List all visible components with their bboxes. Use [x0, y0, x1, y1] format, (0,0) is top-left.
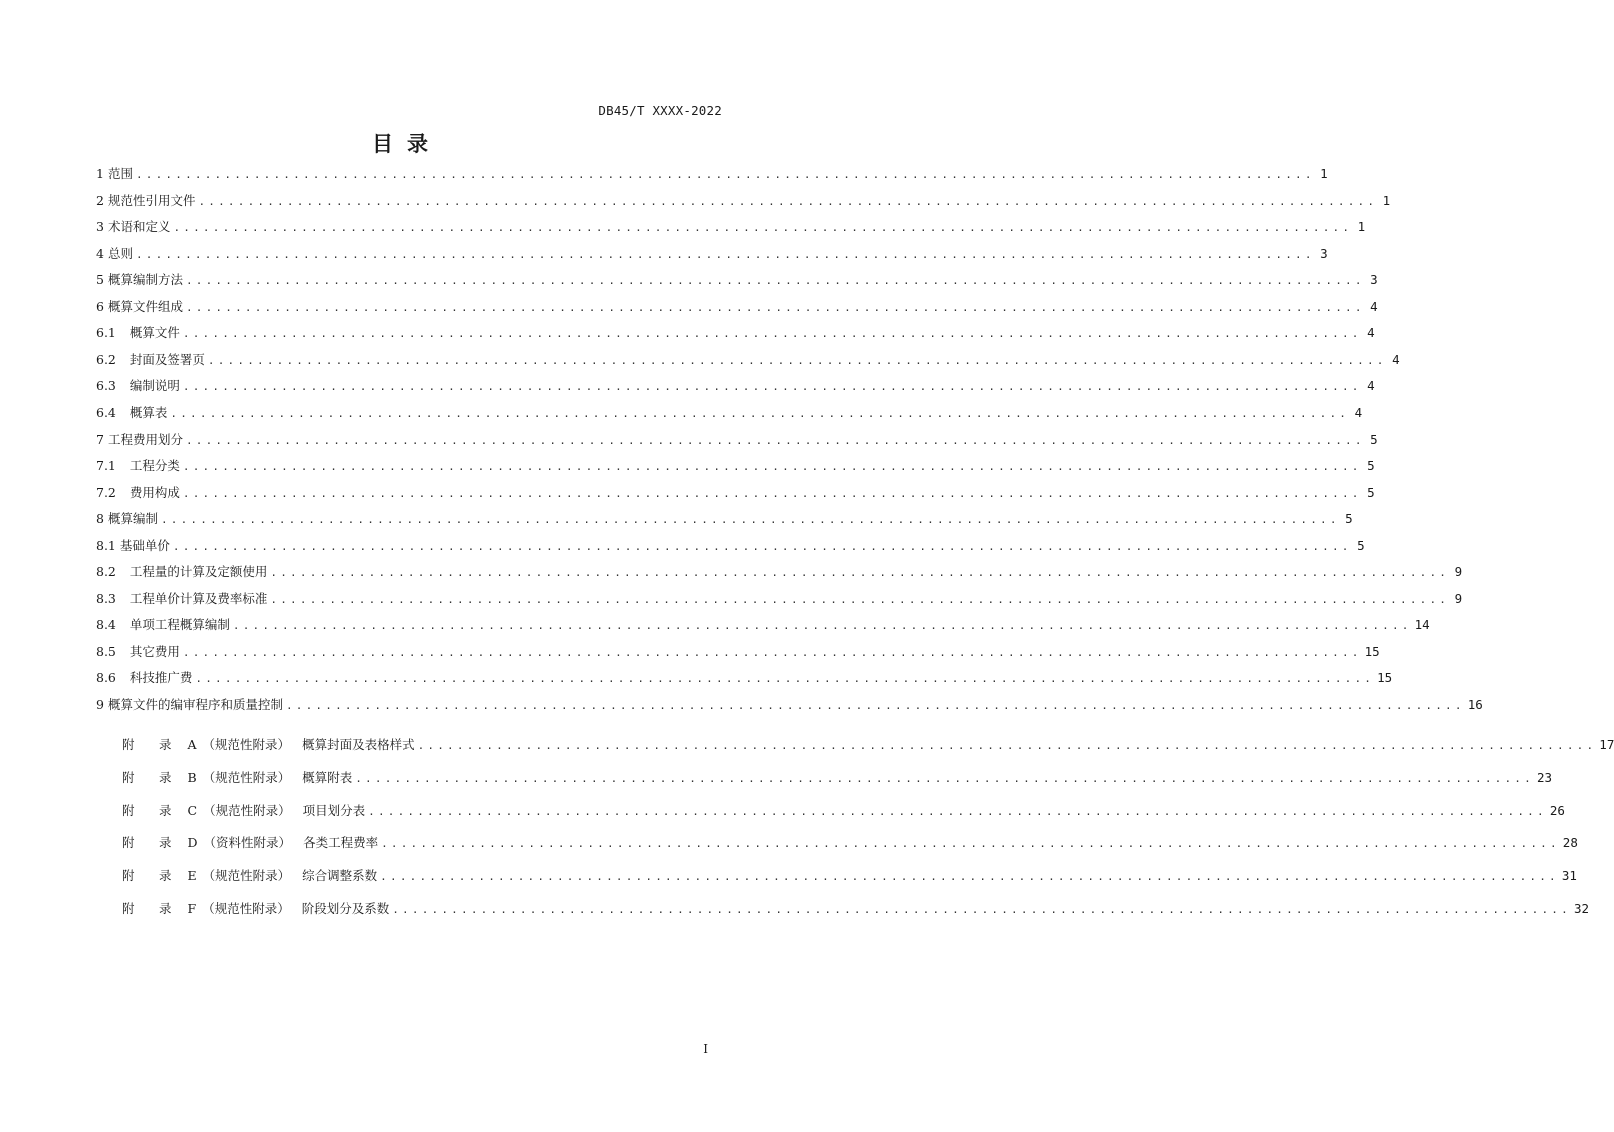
appendix-letter: F [187, 901, 197, 916]
page-ref: 5 [1367, 484, 1375, 500]
section-number: 8.3 [96, 590, 116, 606]
toc-entry[interactable] [96, 615, 1430, 635]
page-ref: 4 [1367, 325, 1375, 341]
toc-entry-label [96, 536, 170, 554]
dot-leader: ........................................................................................................................ [355, 771, 1534, 785]
section-number: 2 [96, 192, 104, 208]
dot-leader: ........................................................................................................................ [285, 699, 1465, 712]
page-ref: 1 [1357, 219, 1366, 235]
toc-entry-label [96, 589, 267, 607]
toc-entry-label [96, 615, 230, 633]
appendix-title: 阶段划分及系数 [301, 901, 390, 916]
section-number: 4 [96, 245, 104, 261]
toc-entry-label [96, 456, 180, 474]
toc-entry-label [96, 323, 180, 341]
dot-leader: ........................................................................................................................ [135, 168, 1315, 181]
dot-leader: ........................................................................................................................ [195, 672, 1375, 686]
toc-entry[interactable] [96, 562, 1463, 582]
appendix-label [122, 833, 378, 851]
page-ref: 9 [1454, 590, 1463, 606]
page-title: 目录 [372, 132, 442, 156]
toc-entry[interactable] [96, 642, 1380, 662]
appendix-prefix: 附 录 [122, 868, 178, 884]
page-ref: 31 [1561, 868, 1577, 884]
toc-entry[interactable] [96, 244, 1328, 264]
section-number: 6.1 [96, 325, 116, 341]
appendix-label [122, 866, 377, 884]
section-number: 6.3 [96, 378, 116, 394]
page-ref: 3 [1320, 245, 1328, 261]
toc-entry-label [96, 270, 183, 288]
appendix-prefix: 附 录 [122, 835, 178, 851]
dot-leader: ........................................................................................................................ [173, 221, 1353, 235]
appendix-type: （规范性附录） [202, 769, 291, 785]
section-title: 费用构成 [129, 484, 180, 500]
toc-entry[interactable] [96, 483, 1375, 503]
section-number: 6 [96, 298, 104, 314]
appendix-type: （规范性附录） [202, 901, 290, 916]
section-title: 其它费用 [129, 643, 180, 659]
appendix-type: （资料性附录） [203, 835, 292, 851]
page-ref: 4 [1370, 298, 1378, 314]
page-ref: 15 [1364, 643, 1380, 659]
toc-entry-label [96, 668, 192, 686]
dot-leader: ........................................................................................................................ [185, 433, 1365, 447]
toc-entry-label [96, 297, 183, 315]
section-number: 6.2 [96, 351, 116, 367]
page-ref: 5 [1370, 431, 1378, 447]
dot-leader: ........................................................................................................................ [270, 566, 1450, 580]
section-number: 8.6 [96, 670, 116, 686]
appendix-entry[interactable] [122, 833, 1578, 853]
page-ref: 4 [1354, 404, 1363, 420]
section-title: 范围 [107, 166, 133, 181]
page-ref: 16 [1467, 697, 1483, 712]
appendix-prefix: 附 录 [122, 901, 178, 916]
toc-entry[interactable] [96, 323, 1375, 343]
appendix-letter: D [187, 835, 198, 851]
dot-leader: ........................................................................................................................ [185, 300, 1365, 314]
toc-entry-label [96, 695, 283, 713]
section-number: 7.2 [96, 484, 116, 500]
appendix-prefix: 附 录 [122, 737, 178, 752]
dot-leader: ........................................................................................................................ [182, 327, 1362, 341]
page-ref: 5 [1357, 537, 1365, 553]
appendix-title: 概算附表 [302, 769, 353, 785]
toc-entry[interactable] [96, 589, 1463, 609]
dot-leader: ........................................................................................................................ [198, 194, 1378, 208]
page-ref: 28 [1562, 835, 1578, 851]
section-number: 1 [96, 166, 104, 181]
page-ref: 1 [1382, 192, 1391, 208]
page-ref: 23 [1536, 769, 1553, 785]
toc-entry-label [96, 483, 180, 501]
page-ref: 14 [1414, 617, 1430, 633]
dot-leader: ........................................................................................................................ [207, 353, 1387, 367]
appendix-label [122, 801, 365, 819]
appendix-entry[interactable] [122, 899, 1590, 919]
page-ref: 5 [1367, 458, 1375, 474]
appendix-label [122, 768, 352, 786]
appendix-type: （规范性附录） [202, 737, 291, 752]
section-title: 概算表 [129, 404, 168, 420]
toc-entry[interactable] [96, 164, 1328, 184]
toc-entry[interactable] [96, 695, 1483, 715]
section-title: 概算文件的编审程序和质量控制 [107, 697, 283, 712]
toc-entry-label [96, 191, 195, 209]
page-ref: 4 [1367, 378, 1375, 394]
section-number: 8.5 [96, 643, 116, 659]
toc-entry-label [96, 509, 158, 527]
section-title: 基础单价 [119, 537, 170, 553]
section-title: 概算文件 [129, 325, 180, 341]
section-number: 3 [96, 219, 104, 235]
toc-entry[interactable] [96, 350, 1400, 370]
page-number: I [703, 1042, 708, 1056]
section-title: 规范性引用文件 [107, 192, 196, 208]
dot-leader: ........................................................................................................................ [417, 739, 1597, 752]
section-title: 工程单价计算及费率标准 [129, 590, 268, 606]
toc-entry-label [96, 430, 183, 448]
section-title: 工程量的计算及定额使用 [129, 564, 268, 580]
section-title: 术语和定义 [107, 219, 171, 235]
toc-entry[interactable] [96, 217, 1366, 237]
section-title: 工程分类 [129, 458, 180, 474]
dot-leader: ........................................................................................................................ [182, 380, 1362, 394]
appendix-prefix: 附 录 [122, 802, 178, 818]
dot-leader: ........................................................................................................................ [135, 247, 1315, 261]
dot-leader: ........................................................................................................................ [232, 619, 1412, 633]
appendix-entry[interactable] [122, 801, 1565, 821]
page-ref: 5 [1345, 511, 1353, 527]
appendix-label [122, 735, 415, 753]
dot-leader: ........................................................................................................................ [182, 486, 1362, 500]
section-number: 8 [96, 511, 104, 527]
appendix-entry[interactable] [122, 735, 1614, 755]
toc-entry-label [96, 642, 180, 660]
page-ref: 17 [1599, 737, 1614, 752]
toc-entry-label [96, 217, 170, 235]
page-ref: 15 [1377, 670, 1393, 686]
dot-leader: ........................................................................................................................ [380, 870, 1559, 884]
section-number: 5 [96, 272, 104, 288]
page-ref: 4 [1392, 351, 1400, 367]
section-title: 编制说明 [129, 378, 180, 394]
appendix-entry[interactable] [122, 768, 1553, 788]
dot-leader: ........................................................................................................................ [392, 903, 1571, 916]
toc-entry[interactable] [96, 668, 1393, 688]
toc-entry-label [96, 562, 267, 580]
section-title: 总则 [107, 245, 133, 261]
section-number: 8.4 [96, 617, 116, 633]
section-number: 7 [96, 431, 104, 447]
toc-entry[interactable] [96, 456, 1375, 476]
appendix-label [122, 899, 389, 917]
dot-leader: ........................................................................................................................ [185, 274, 1365, 288]
toc-entry-label [96, 376, 180, 394]
page-ref: 32 [1573, 901, 1590, 916]
appendix-letter: B [187, 769, 197, 785]
toc-entry[interactable] [96, 403, 1363, 423]
dot-leader: ........................................................................................................................ [182, 645, 1362, 659]
page-ref: 26 [1549, 802, 1565, 818]
dot-leader: ........................................................................................................................ [270, 592, 1450, 606]
section-number: 6.4 [96, 404, 116, 420]
document-code: DB45/T XXXX-2022 [598, 103, 722, 118]
toc-entry[interactable] [96, 536, 1365, 556]
appendix-title: 概算封面及表格样式 [302, 737, 415, 752]
dot-leader: ........................................................................................................................ [172, 539, 1352, 553]
dot-leader: ........................................................................................................................ [368, 804, 1547, 818]
section-title: 概算编制方法 [107, 272, 183, 288]
toc-entry-label [96, 244, 133, 262]
dot-leader: ........................................................................................................................ [170, 406, 1350, 420]
page-ref: 1 [1320, 166, 1328, 181]
appendix-entry[interactable] [122, 866, 1577, 886]
appendix-letter: A [187, 737, 197, 752]
dot-leader: ........................................................................................................................ [381, 837, 1560, 851]
section-number: 9 [96, 697, 104, 712]
toc-entry[interactable] [96, 297, 1378, 317]
dot-leader: ........................................................................................................................ [182, 460, 1362, 474]
section-title: 工程费用划分 [107, 431, 183, 447]
section-number: 8.1 [96, 537, 116, 553]
appendix-letter: C [187, 802, 198, 818]
toc-entry[interactable] [96, 509, 1353, 529]
page-ref: 3 [1370, 272, 1378, 288]
toc-entry[interactable] [96, 376, 1375, 396]
toc-entry-label [96, 164, 133, 182]
page-ref: 9 [1454, 564, 1463, 580]
appendix-title: 各类工程费率 [303, 835, 379, 851]
section-title: 封面及签署页 [129, 351, 205, 367]
toc-entry[interactable] [96, 191, 1391, 211]
section-number: 7.1 [96, 458, 116, 474]
section-title: 概算文件组成 [107, 298, 183, 314]
appendix-type: （规范性附录） [202, 868, 291, 884]
appendix-title: 综合调整系数 [302, 868, 378, 884]
section-title: 概算编制 [107, 511, 158, 527]
section-title: 单项工程概算编制 [129, 617, 230, 633]
dot-leader: ........................................................................................................................ [160, 513, 1340, 527]
toc-entry[interactable] [96, 270, 1378, 290]
toc-entry-label [96, 350, 205, 368]
section-number: 8.2 [96, 564, 116, 580]
toc-entry[interactable] [96, 430, 1378, 450]
appendix-type: （规范性附录） [203, 802, 291, 818]
section-title: 科技推广费 [129, 670, 193, 686]
appendix-prefix: 附 录 [122, 769, 178, 785]
toc-entry-label [96, 403, 167, 421]
appendix-title: 项目划分表 [302, 802, 366, 818]
appendix-letter: E [187, 868, 197, 884]
